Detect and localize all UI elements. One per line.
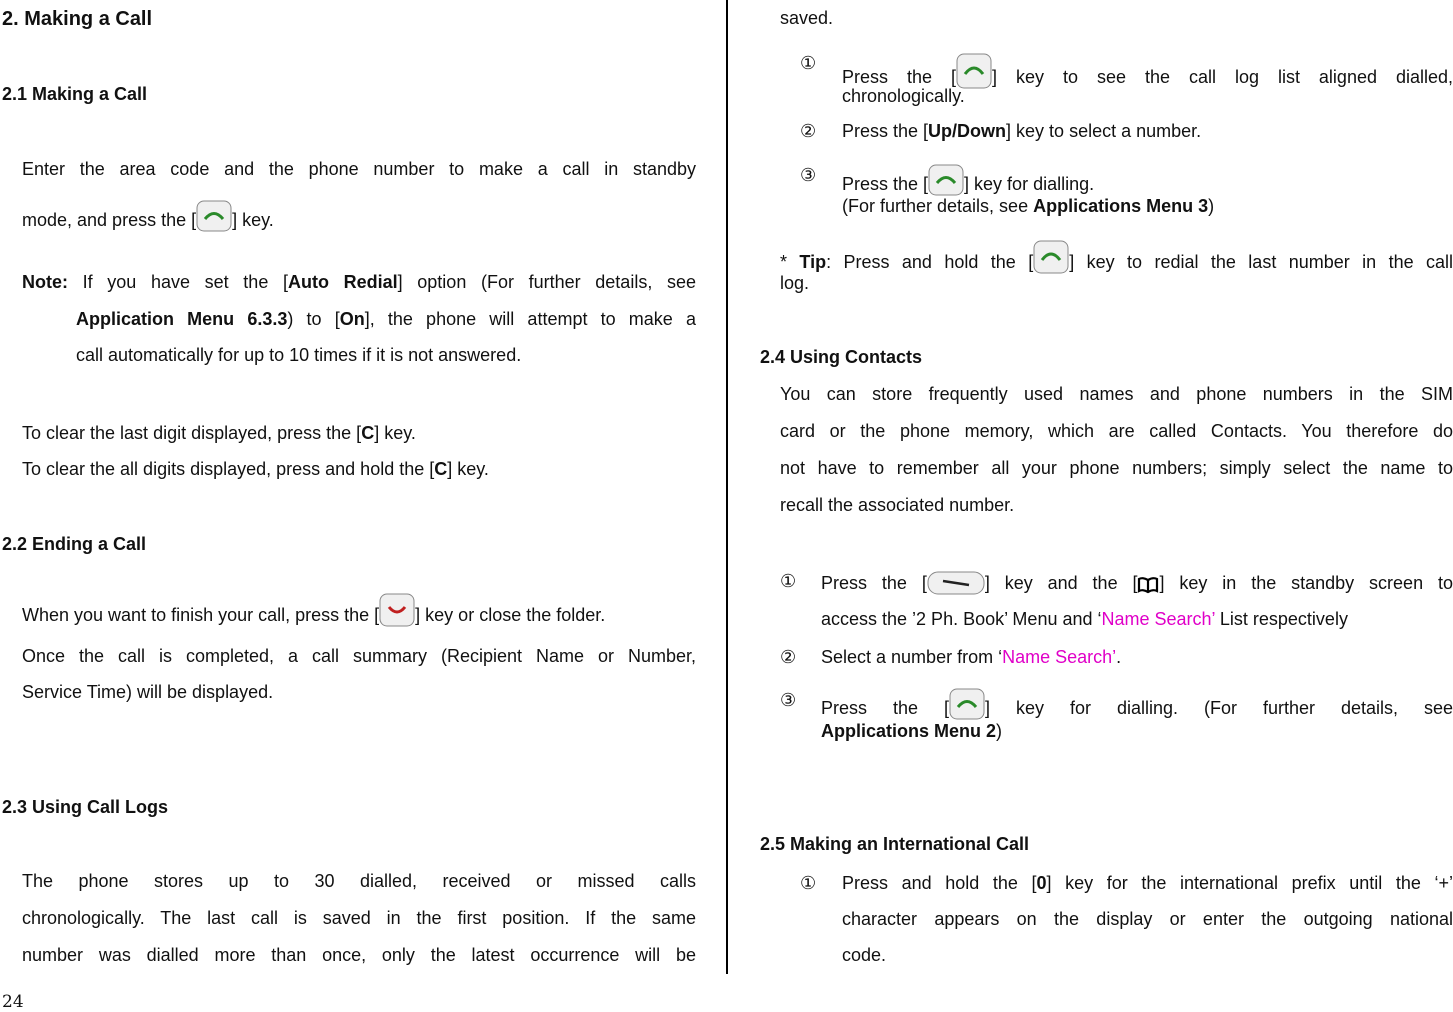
send-key-icon (196, 200, 232, 232)
phonebook-icon (1137, 575, 1159, 595)
section-heading-2-1: 2.1 Making a Call (2, 84, 148, 104)
auto-redial: Auto Redial (287, 272, 398, 292)
tip-label: Tip (799, 252, 827, 272)
note-line: call automatically for up to 10 times if it is not answered. (76, 345, 522, 365)
section-heading-2-5: 2.5 Making an International Call (760, 834, 1030, 854)
text: ] key to redial the last number in the call (1069, 252, 1453, 272)
tip-line (780, 240, 1453, 274)
step-number: ② (800, 121, 817, 141)
paragraph-line: Once the call is completed, a call summary (Recipient Name or Number, (22, 646, 696, 666)
text: If you have set the [ (68, 272, 288, 292)
text: Press the [ (842, 174, 929, 194)
text: (For further details, see (842, 196, 1034, 216)
step-number: ① (780, 571, 797, 591)
step-line (821, 721, 1002, 742)
name-search-link: Name Search’ (1101, 609, 1215, 629)
paragraph-line: Enter the area code and the phone number to make a call in standby (22, 159, 696, 179)
text: Press the [ (821, 698, 949, 718)
text: ] key for the international prefix until the ‘+’ (1046, 873, 1453, 893)
text: ] key. (447, 459, 489, 479)
step-line (842, 164, 1094, 196)
section-heading-2-3: 2.3 Using Call Logs (2, 797, 169, 817)
text: ] key to select a number. (1006, 121, 1202, 141)
text: * (780, 252, 800, 272)
text: To clear the all digits displayed, press and hold the [ (22, 459, 435, 479)
on-option: On (339, 309, 365, 329)
end-key-icon (379, 593, 415, 627)
section-heading-2-4: 2.4 Using Contacts (760, 347, 923, 367)
text: ] key. (374, 423, 416, 443)
step-line: character appears on the display or enter the outgoing national (842, 909, 1453, 929)
paragraph-line (22, 593, 605, 627)
text: ] option (For further details, see (397, 272, 696, 292)
section-heading-2-2: 2.2 Ending a Call (2, 534, 147, 554)
c-key: C (361, 423, 375, 443)
step-line: code. (842, 945, 887, 965)
paragraph-line: number was dialled more than once, only the latest occurrence will be (22, 945, 696, 965)
step-line (821, 571, 1453, 595)
step-line: chronologically. (842, 86, 965, 106)
menu-reference: Application Menu 6.3.3 (76, 309, 288, 329)
text: Press the [ (842, 67, 956, 87)
text: ) (1208, 196, 1215, 216)
text: ] key. (232, 210, 274, 230)
paragraph-line (22, 200, 274, 232)
step-number: ② (780, 647, 797, 667)
c-key: C (434, 459, 448, 479)
name-search-link: Name Search’ (1002, 647, 1117, 667)
text: mode, and press the [ (22, 210, 197, 230)
send-key-icon (949, 688, 985, 720)
text: Press and hold the [ (842, 873, 1037, 893)
text: ] key or close the folder. (415, 605, 606, 625)
text: ) to [ (287, 309, 340, 329)
page-title: 2. Making a Call (2, 8, 153, 30)
step-number: ③ (780, 690, 797, 710)
send-key-icon (1033, 240, 1069, 274)
send-key-icon (928, 164, 964, 196)
paragraph-line: Service Time) will be displayed. (22, 682, 274, 702)
text: ] key to see the call log list aligned dialled, (992, 67, 1453, 87)
continued-text: saved. (780, 8, 834, 28)
note-line (22, 272, 696, 293)
text: ] key for dialling. (964, 174, 1095, 194)
step-line (821, 609, 1348, 630)
text: : Press and hold the [ (826, 252, 1034, 272)
paragraph-line: recall the associated number. (780, 495, 1015, 515)
text: ], the phone will attempt to make a (364, 309, 696, 329)
text: ] key for dialling. (For further details, see (985, 698, 1453, 718)
step-number: ① (800, 873, 817, 893)
step-line (842, 196, 1214, 217)
step-line (842, 873, 1453, 894)
text: ] key in the standby screen to (1159, 573, 1453, 593)
step-number: ③ (800, 165, 817, 185)
text: Press the [ (821, 573, 927, 593)
step-number: ① (800, 53, 817, 73)
text: Select a number from ‘ (821, 647, 1003, 667)
paragraph-line: The phone stores up to 30 dialled, received or missed calls (22, 871, 696, 891)
send-key-icon (956, 53, 992, 89)
step-line (821, 688, 1453, 720)
text: ] key and the [ (984, 573, 1138, 593)
paragraph-line: card or the phone memory, which are called Contacts. You therefore do (780, 421, 1453, 441)
menu-key-icon (927, 571, 985, 595)
note-line (76, 309, 696, 330)
text: ) (996, 721, 1003, 741)
step-line (821, 647, 1121, 668)
text: List respectively (1214, 609, 1348, 629)
text: . (1116, 647, 1122, 667)
step-line (842, 53, 1453, 89)
paragraph-line: You can store frequently used names and phone numbers in the SIM (780, 384, 1453, 404)
note-label: Note: (22, 272, 68, 292)
text: Press the [ (842, 121, 929, 141)
clear-line (22, 459, 489, 480)
page-number: 24 (2, 992, 24, 1012)
paragraph-line: not have to remember all your phone numbers; simply select the name to (780, 458, 1453, 478)
column-divider (726, 0, 728, 974)
step-line (842, 121, 1201, 142)
text: access the ’2 Ph. Book’ Menu and ‘ (821, 609, 1102, 629)
clear-line (22, 423, 416, 444)
menu-reference: Applications Menu 3 (1033, 196, 1209, 216)
paragraph-line: chronologically. The last call is saved in the first position. If the same (22, 908, 696, 928)
text: To clear the last digit displayed, press the [ (22, 423, 362, 443)
menu-reference: Applications Menu 2 (821, 721, 997, 741)
updown-key: Up/Down (928, 121, 1007, 141)
tip-line: log. (780, 273, 810, 293)
text: When you want to finish your call, press the [ (22, 605, 380, 625)
zero-key: 0 (1036, 873, 1047, 893)
